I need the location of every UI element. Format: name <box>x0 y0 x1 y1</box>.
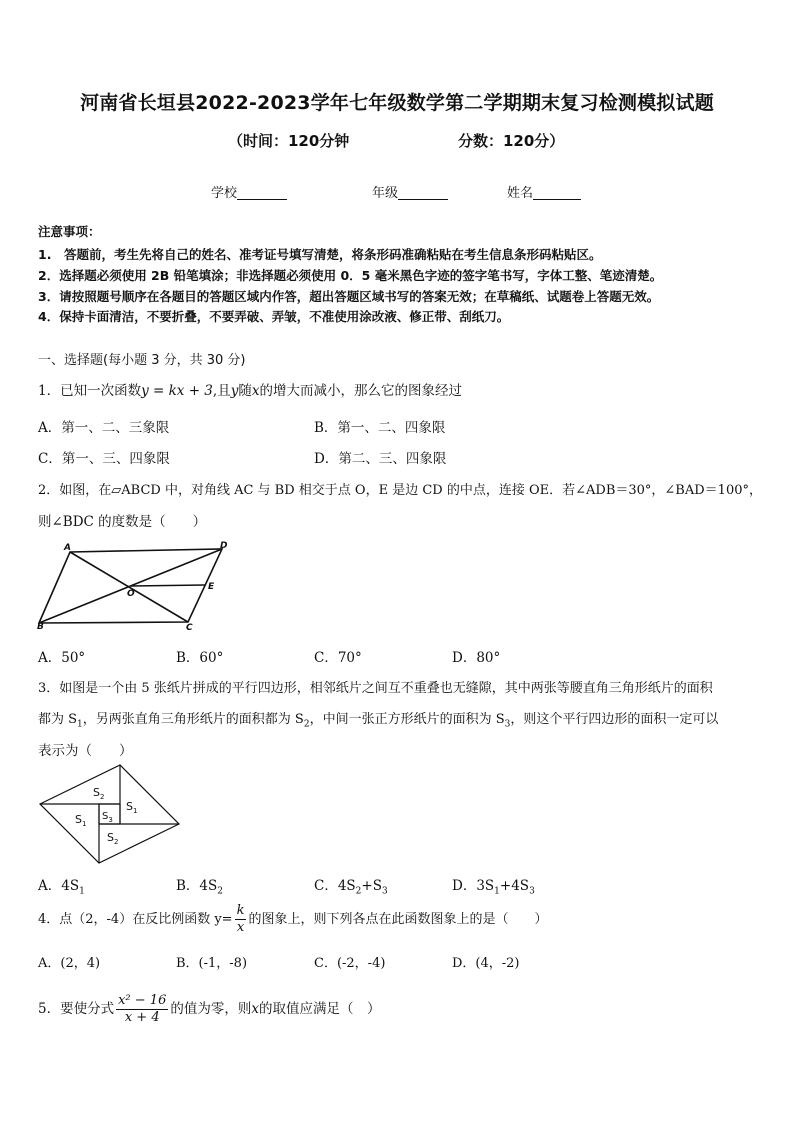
q5-fraction <box>116 993 168 1026</box>
q4-option-c[interactable]: C．(-2，-4) <box>314 956 386 971</box>
q3-text-d: ，则这个平行四边形的面积一定可以 <box>510 712 719 727</box>
q3-option-a-sub: 1 <box>79 886 85 897</box>
label-a: A <box>64 543 71 553</box>
question-3-line-1: 3．如图是一个由 5 张纸片拼成的平行四边形，相邻纸片之间互不重叠也无缝隙，其中两张等腰直角三角形纸片的面积 <box>38 681 713 696</box>
q1-var-y: y <box>230 383 239 399</box>
q5-text-post: 的取值应满足（ ） <box>258 1001 381 1017</box>
q1-text-mid: ,且 <box>212 383 231 399</box>
q3-text-c: ，中间一张正方形纸片的面积为 S <box>309 712 505 727</box>
q3-option-a-base: A．4S <box>38 878 80 894</box>
question-3-line-2: 都为 $S_1$，另两张直角三角形纸片的面积都为 $S_2$，中间一张正方形纸片的面积为 $S_3$，则这个平行四边形的面积一定可以 <box>38 712 719 730</box>
school-label: 学校 <box>211 186 238 201</box>
question-1 <box>38 379 462 399</box>
grade-label: 年级 <box>372 186 399 201</box>
label-c: C <box>186 623 193 632</box>
q1-option-d[interactable]: D．第二、三、四象限 <box>314 451 447 467</box>
name-blank[interactable] <box>533 185 581 200</box>
q1-text-pre: 1．已知一次函数 <box>38 383 142 399</box>
q3-option-d-sub: 1 <box>494 886 500 897</box>
q1-option-c[interactable]: C．第一、三、四象限 <box>38 451 170 467</box>
parallelogram-figure <box>36 540 236 632</box>
question-3-line-3: 表示为（ ） <box>38 743 133 759</box>
q3-option-a[interactable] <box>38 874 85 897</box>
question-2-line-2: 则∠BDC 的度数是（ ） <box>38 514 207 530</box>
q4-option-b[interactable]: B．(-1，-8) <box>176 956 248 971</box>
q2-option-b[interactable]: B．60° <box>176 650 224 666</box>
q3-option-c-base: C．4S <box>314 878 356 894</box>
segment-oe <box>131 585 205 586</box>
q4-option-d[interactable]: D．(4，-2) <box>452 956 520 971</box>
grade-field[interactable] <box>372 182 448 201</box>
q1-text-mid2: 随 <box>238 383 252 399</box>
q3-option-d-base: D．3S <box>452 878 495 894</box>
q4-fraction <box>235 903 247 936</box>
q3-option-d[interactable] <box>452 874 535 897</box>
q4-text-post: 的图象上，则下列各点在此函数图象上的是（ ） <box>248 912 548 927</box>
q5-var-x: x <box>251 1001 259 1017</box>
label-s3: $S_3$ <box>102 811 113 824</box>
q2-option-d[interactable]: D．80° <box>452 650 501 666</box>
q1-var-x: x <box>251 383 260 399</box>
exam-score: 分数：120分） <box>458 132 565 150</box>
q3-text-a: 都为 S <box>38 712 78 727</box>
q5-text-pre: 5．要使分式 <box>38 1001 115 1017</box>
q3-option-d-sub2: 3 <box>529 886 535 897</box>
question-5 <box>38 993 380 1026</box>
notice-item: 1. 答题前，考生先将自己的姓名、准考证号填写清楚，将条形码准确粘贴在考生信息条形码粘贴区。 <box>38 247 602 262</box>
label-b: B <box>37 622 44 632</box>
q3-option-b[interactable] <box>176 874 223 897</box>
label-s1-left: $S_1$ <box>75 813 87 828</box>
question-2-line-1: 2．如图，在▱ABCD 中，对角线 AC 与 BD 相交于点 O，E 是边 CD 的中点，连接 OE．若∠ADB＝30°，∠BAD＝100°， <box>38 483 762 498</box>
label-s1-right: $S_1$ <box>126 800 138 815</box>
question-4 <box>38 903 547 936</box>
name-label: 姓名 <box>507 186 534 201</box>
q4-denominator: x <box>236 920 245 935</box>
exam-time: （时间：120分钟 <box>228 132 350 150</box>
school-field[interactable] <box>211 182 287 201</box>
q1-option-a[interactable]: A．第一、二、三象限 <box>38 420 170 436</box>
q2-option-c[interactable]: C．70° <box>314 650 362 666</box>
q1-option-b[interactable]: B．第一、二、四象限 <box>314 420 446 436</box>
notice-item: 3．请按照题号顺序在各题目的答题区域内作答，超出答题区域书写的答案无效；在草稿纸、试题卷上答题无效。 <box>38 289 660 304</box>
q3-option-c-tail: +S <box>361 878 382 894</box>
label-s2-bottom: $S_2$ <box>107 831 119 846</box>
grade-blank[interactable] <box>398 185 448 200</box>
exam-title: 河南省长垣县2022-2023学年七年级数学第二学期期末复习检测模拟试题 <box>80 92 714 114</box>
notice-heading: 注意事项： <box>38 224 101 239</box>
label-d: D <box>220 541 228 551</box>
q3-option-b-base: B．4S <box>176 878 218 894</box>
q4-text-pre: 4．点（2，-4）在反比例函数 y= <box>38 912 233 927</box>
label-o: O <box>127 589 135 599</box>
q4-option-a[interactable]: A．(2，4) <box>38 956 101 971</box>
five-piece-parallelogram-figure <box>36 763 182 865</box>
q1-text-post: 的增大而减小，那么它的图象经过 <box>259 383 462 399</box>
q5-denominator: x + 4 <box>124 1010 160 1025</box>
name-field[interactable] <box>507 182 581 201</box>
q3-text-b: ，另两张直角三角形纸片的面积都为 S <box>82 712 304 727</box>
school-blank[interactable] <box>237 185 287 200</box>
notice-item: 4．保持卡面清洁，不要折叠，不要弄破、弄皱，不准使用涂改液、修正带、刮纸刀。 <box>38 309 510 324</box>
q3-option-c[interactable] <box>314 874 388 897</box>
q3-option-d-tail: +4S <box>499 878 530 894</box>
outer-parallelogram <box>40 765 179 863</box>
section-heading: 一、选择题(每小题 3 分，共 30 分) <box>38 353 246 368</box>
q3-option-c-sub: 2 <box>355 886 362 897</box>
q5-text-mid: 的值为零，则 <box>170 1001 252 1017</box>
label-s2-top: $S_2$ <box>93 786 105 801</box>
q1-formula: y = kx + 3 <box>141 383 213 399</box>
q3-option-c-sub2: 3 <box>381 886 388 897</box>
q3-option-b-sub: 2 <box>217 886 223 897</box>
label-e: E <box>208 582 215 592</box>
q5-numerator: x² − 16 <box>118 993 167 1008</box>
notice-item: 2．选择题必须使用 2B 铅笔填涂；非选择题必须使用 0．5 毫米黑色字迹的签字笔书写，字体工整、笔迹清楚。 <box>38 268 663 283</box>
q2-option-a[interactable]: A．50° <box>38 650 86 666</box>
q4-numerator: k <box>236 903 245 918</box>
